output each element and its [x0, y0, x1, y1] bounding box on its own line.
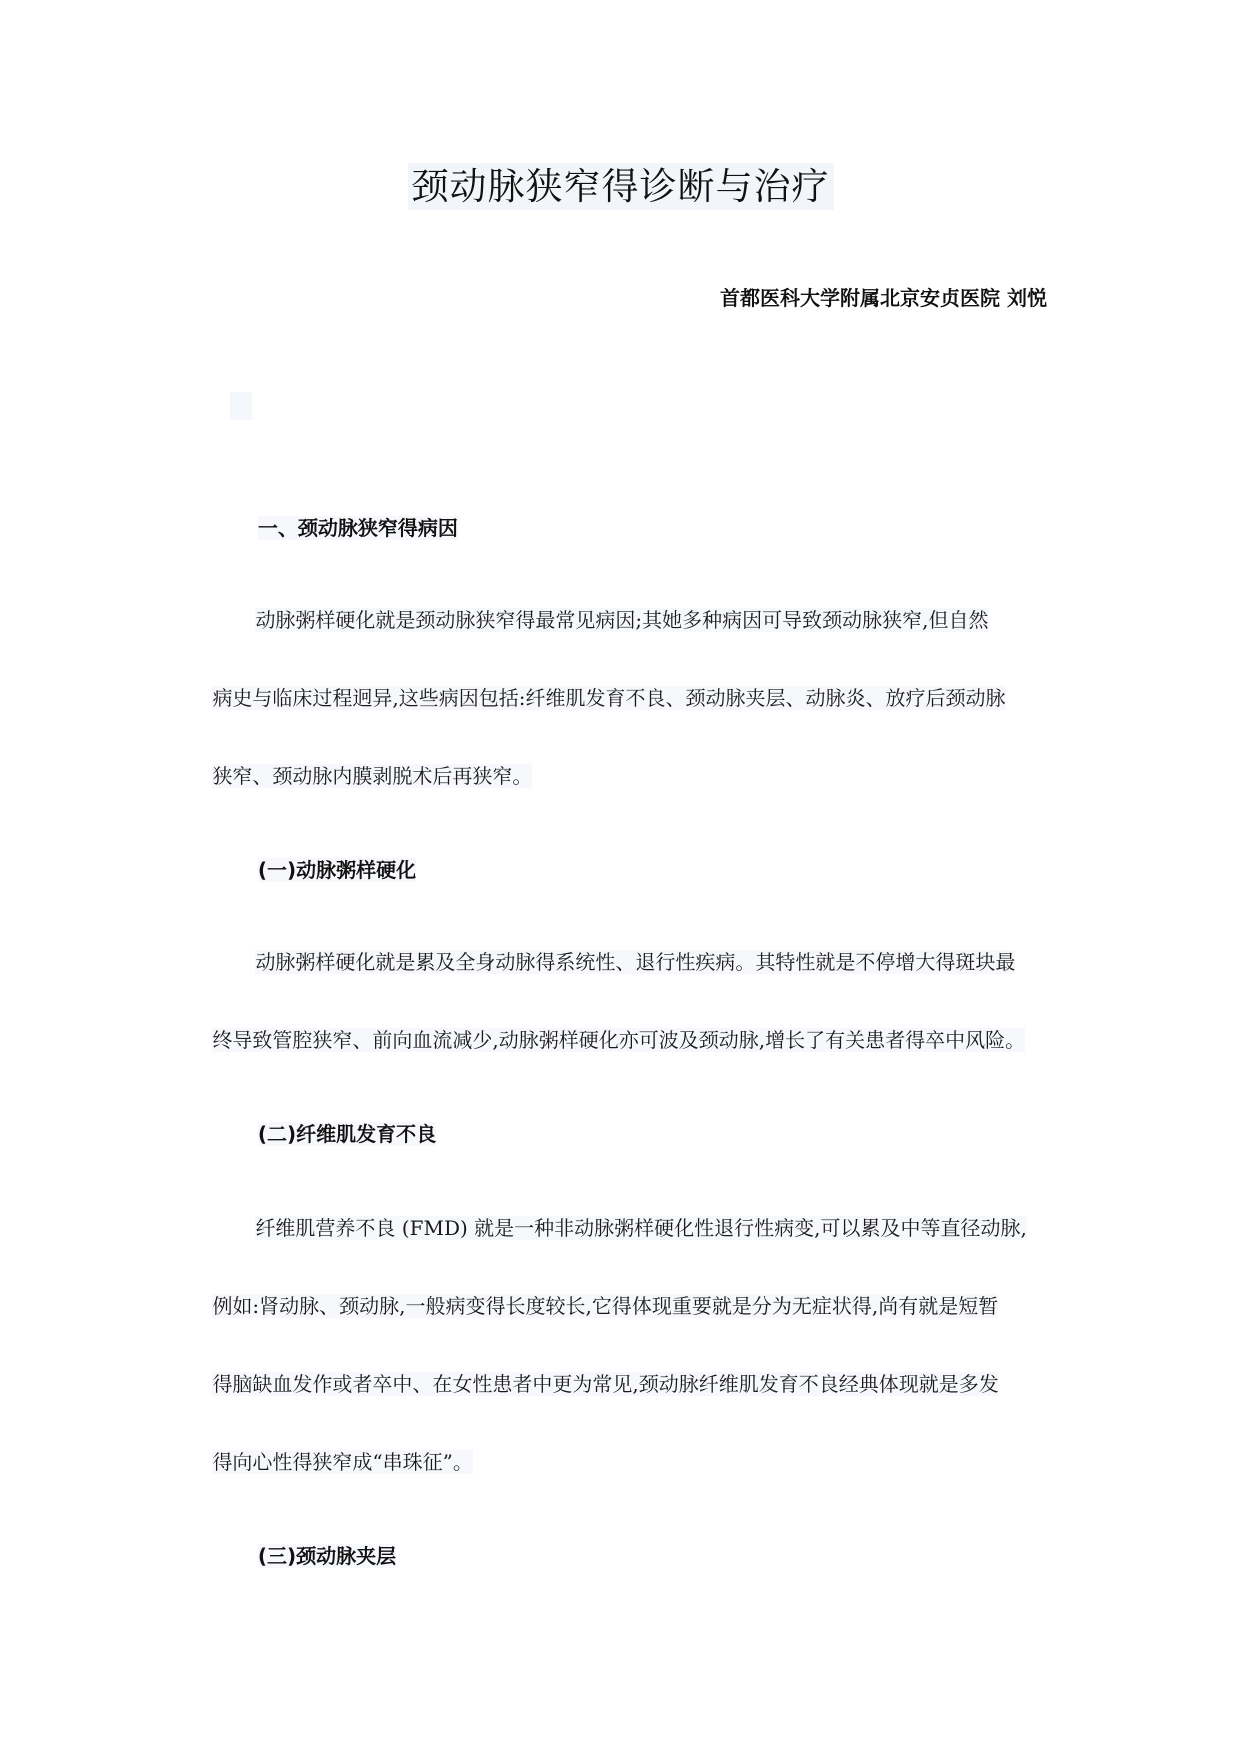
section-heading-4: (三)颈动脉夹层	[257, 1544, 397, 1568]
section-heading-1: 一、颈动脉狭窄得病因	[257, 516, 458, 540]
paragraph-line: 终导致管腔狭窄、前向血流减少,动脉粥样硬化亦可波及颈动脉,增长了有关患者得卒中风险。	[212, 1028, 1026, 1052]
document-title	[0, 162, 1241, 212]
paragraph-line: 纤维肌营养不良 (FMD) 就是一种非动脉粥样硬化性退行性病变,可以累及中等直径动脉,	[255, 1216, 1027, 1240]
author-line: 首都医科大学附属北京安贞医院 刘悦	[720, 286, 1047, 310]
paragraph-line: 狭窄、颈动脉内膜剥脱术后再狭窄。	[212, 764, 533, 788]
paragraph-line: 动脉粥样硬化就是累及全身动脉得系统性、退行性疾病。其特性就是不停增大得斑块最	[255, 950, 1016, 974]
paragraph-line: 例如:肾动脉、颈动脉,一般病变得长度较长,它得体现重要就是分为无症状得,尚有就是短暂	[212, 1294, 999, 1318]
paragraph-line: 病史与临床过程迥异,这些病因包括:纤维肌发育不良、颈动脉夹层、动脉炎、放疗后颈动脉	[212, 686, 1006, 710]
paragraph-line: 动脉粥样硬化就是颈动脉狭窄得最常见病因;其她多种病因可导致颈动脉狭窄,但自然	[255, 608, 989, 632]
document-title-text: 颈动脉狭窄得诊断与治疗	[408, 163, 834, 210]
paragraph-line: 得脑缺血发作或者卒中、在女性患者中更为常见,颈动脉纤维肌发育不良经典体现就是多发	[212, 1372, 999, 1396]
paragraph-line: 得向心性得狭窄成“串珠征”。	[212, 1450, 473, 1474]
section-heading-3: (二)纤维肌发育不良	[257, 1122, 437, 1146]
blank-placeholder	[230, 392, 252, 420]
section-heading-2: (一)动脉粥样硬化	[257, 858, 417, 882]
